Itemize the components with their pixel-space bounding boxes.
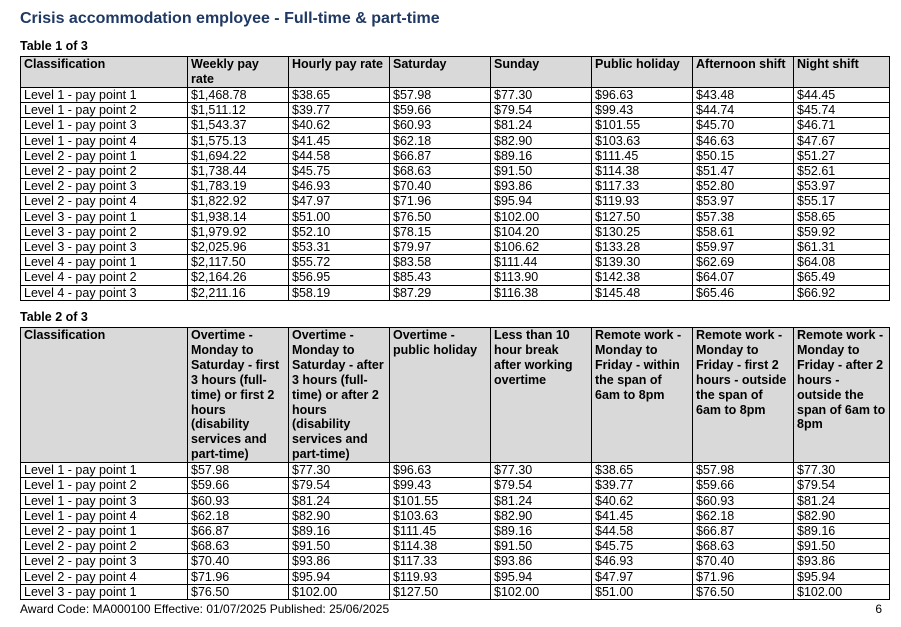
rate-cell: $68.63 [188, 539, 289, 554]
rate-cell: $41.45 [592, 508, 693, 523]
rate-cell: $47.97 [289, 194, 390, 209]
table-1-header-row [21, 57, 890, 88]
rate-cell: $57.98 [693, 463, 794, 478]
rate-cell: $57.98 [188, 463, 289, 478]
rate-cell: $79.54 [794, 478, 890, 493]
rate-cell: $38.65 [592, 463, 693, 478]
rate-cell: $1,511.12 [188, 103, 289, 118]
rate-cell: $103.63 [390, 508, 491, 523]
column-header: Overtime - Monday to Saturday - first 3 hours (full-time) or first 2 hours (disability services and part-time) [188, 328, 289, 463]
rate-cell: $82.90 [491, 508, 592, 523]
rate-cell: $106.62 [491, 240, 592, 255]
rate-cell: $96.63 [390, 463, 491, 478]
rate-cell: $70.40 [188, 554, 289, 569]
column-header: Remote work - Monday to Friday - first 2 hours - outside the span of 6am to 8pm [693, 328, 794, 463]
rate-cell: $79.54 [491, 103, 592, 118]
column-header: Saturday [390, 57, 491, 88]
rate-cell: $119.93 [592, 194, 693, 209]
rate-cell: $43.48 [693, 88, 794, 103]
rate-cell: $56.95 [289, 270, 390, 285]
classification-cell: Level 1 - pay point 3 [21, 493, 188, 508]
rate-cell: $62.18 [693, 508, 794, 523]
rate-cell: $45.70 [693, 118, 794, 133]
column-header: Overtime - Monday to Saturday - after 3 hours (full-time) or after 2 hours (disability services and part-time) [289, 328, 390, 463]
rate-cell: $116.38 [491, 285, 592, 300]
table-row [21, 508, 890, 523]
rate-cell: $2,025.96 [188, 240, 289, 255]
rate-cell: $101.55 [592, 118, 693, 133]
rate-cell: $82.90 [289, 508, 390, 523]
table-2-header-row [21, 328, 890, 463]
rate-cell: $1,783.19 [188, 179, 289, 194]
classification-cell: Level 1 - pay point 4 [21, 133, 188, 148]
rate-cell: $91.50 [289, 539, 390, 554]
classification-cell: Level 3 - pay point 2 [21, 224, 188, 239]
rate-cell: $59.66 [693, 478, 794, 493]
rate-cell: $99.43 [592, 103, 693, 118]
column-header: Weekly pay rate [188, 57, 289, 88]
rate-cell: $51.00 [592, 584, 693, 599]
rate-cell: $82.90 [794, 508, 890, 523]
rate-cell: $93.86 [491, 179, 592, 194]
rate-cell: $40.62 [289, 118, 390, 133]
table-row [21, 554, 890, 569]
pay-rates-table-1 [20, 56, 890, 301]
rate-cell: $62.18 [390, 133, 491, 148]
rate-cell: $52.61 [794, 164, 890, 179]
rate-cell: $91.50 [491, 539, 592, 554]
table-row [21, 539, 890, 554]
rate-cell: $62.18 [188, 508, 289, 523]
rate-cell: $89.16 [794, 523, 890, 538]
rate-cell: $45.74 [794, 103, 890, 118]
rate-cell: $58.65 [794, 209, 890, 224]
page-title: Crisis accommodation employee - Full-time & part-time [20, 10, 440, 27]
rate-cell: $59.66 [188, 478, 289, 493]
table-row [21, 148, 890, 163]
column-header: Less than 10 hour break after working overtime [491, 328, 592, 463]
rate-cell: $76.50 [188, 584, 289, 599]
rate-cell: $64.07 [693, 270, 794, 285]
rate-cell: $66.92 [794, 285, 890, 300]
classification-cell: Level 1 - pay point 3 [21, 118, 188, 133]
table-row [21, 240, 890, 255]
rate-cell: $102.00 [491, 584, 592, 599]
classification-cell: Level 4 - pay point 2 [21, 270, 188, 285]
rate-cell: $139.30 [592, 255, 693, 270]
rate-cell: $89.16 [491, 148, 592, 163]
rate-cell: $66.87 [188, 523, 289, 538]
rate-cell: $45.75 [592, 539, 693, 554]
rate-cell: $46.93 [592, 554, 693, 569]
table-row [21, 224, 890, 239]
classification-cell: Level 3 - pay point 1 [21, 209, 188, 224]
classification-cell: Level 3 - pay point 3 [21, 240, 188, 255]
rate-cell: $77.30 [491, 88, 592, 103]
rate-cell: $104.20 [491, 224, 592, 239]
rate-cell: $93.86 [491, 554, 592, 569]
rate-cell: $70.40 [693, 554, 794, 569]
rate-cell: $133.28 [592, 240, 693, 255]
rate-cell: $44.58 [592, 523, 693, 538]
table-row [21, 209, 890, 224]
rate-cell: $130.25 [592, 224, 693, 239]
table-row [21, 584, 890, 599]
rate-cell: $102.00 [794, 584, 890, 599]
rate-cell: $1,468.78 [188, 88, 289, 103]
rate-cell: $89.16 [289, 523, 390, 538]
table-row [21, 164, 890, 179]
classification-cell: Level 3 - pay point 1 [21, 584, 188, 599]
rate-cell: $119.93 [390, 569, 491, 584]
rate-cell: $76.50 [693, 584, 794, 599]
classification-cell: Level 1 - pay point 2 [21, 478, 188, 493]
page-footer [20, 602, 882, 616]
rate-cell: $81.24 [794, 493, 890, 508]
rate-cell: $71.96 [188, 569, 289, 584]
rate-cell: $127.50 [592, 209, 693, 224]
table-row [21, 88, 890, 103]
rate-cell: $52.10 [289, 224, 390, 239]
rate-cell: $91.50 [794, 539, 890, 554]
rate-cell: $60.93 [188, 493, 289, 508]
column-header: Hourly pay rate [289, 57, 390, 88]
classification-cell: Level 4 - pay point 1 [21, 255, 188, 270]
rate-cell: $95.94 [491, 569, 592, 584]
rate-cell: $95.94 [491, 194, 592, 209]
rate-cell: $53.97 [794, 179, 890, 194]
rate-cell: $66.87 [390, 148, 491, 163]
rate-cell: $68.63 [390, 164, 491, 179]
rate-cell: $58.19 [289, 285, 390, 300]
rate-cell: $1,979.92 [188, 224, 289, 239]
rate-cell: $96.63 [592, 88, 693, 103]
rate-cell: $52.80 [693, 179, 794, 194]
rate-cell: $111.45 [390, 523, 491, 538]
rate-cell: $46.63 [693, 133, 794, 148]
rate-cell: $79.97 [390, 240, 491, 255]
rate-cell: $93.86 [794, 554, 890, 569]
rate-cell: $95.94 [794, 569, 890, 584]
rate-cell: $1,694.22 [188, 148, 289, 163]
rate-cell: $47.67 [794, 133, 890, 148]
column-header: Remote work - Monday to Friday - after 2 hours - outside the span of 6am to 8pm [794, 328, 890, 463]
rate-cell: $89.16 [491, 523, 592, 538]
rate-cell: $57.98 [390, 88, 491, 103]
rate-cell: $127.50 [390, 584, 491, 599]
rate-cell: $77.30 [794, 463, 890, 478]
award-info: Award Code: MA000100 Effective: 01/07/2025 Published: 25/06/2025 [20, 602, 390, 616]
rate-cell: $53.31 [289, 240, 390, 255]
rate-cell: $2,164.26 [188, 270, 289, 285]
rate-cell: $1,938.14 [188, 209, 289, 224]
rate-cell: $57.38 [693, 209, 794, 224]
classification-cell: Level 1 - pay point 1 [21, 88, 188, 103]
rate-cell: $76.50 [390, 209, 491, 224]
rate-cell: $1,738.44 [188, 164, 289, 179]
table-2-label: Table 2 of 3 [20, 310, 88, 324]
rate-cell: $59.66 [390, 103, 491, 118]
classification-cell: Level 2 - pay point 1 [21, 148, 188, 163]
rate-cell: $68.63 [693, 539, 794, 554]
page-number: 6 [875, 602, 882, 616]
rate-cell: $55.72 [289, 255, 390, 270]
column-header: Sunday [491, 57, 592, 88]
rate-cell: $71.96 [693, 569, 794, 584]
rate-cell: $77.30 [289, 463, 390, 478]
rate-cell: $145.48 [592, 285, 693, 300]
table-row [21, 194, 890, 209]
rate-cell: $77.30 [491, 463, 592, 478]
classification-cell: Level 2 - pay point 2 [21, 164, 188, 179]
rate-cell: $111.45 [592, 148, 693, 163]
table-row [21, 285, 890, 300]
rate-cell: $114.38 [592, 164, 693, 179]
rate-cell: $46.93 [289, 179, 390, 194]
rate-cell: $44.45 [794, 88, 890, 103]
rate-cell: $70.40 [390, 179, 491, 194]
column-header: Night shift [794, 57, 890, 88]
classification-cell: Level 1 - pay point 2 [21, 103, 188, 118]
rate-cell: $1,822.92 [188, 194, 289, 209]
rate-cell: $117.33 [592, 179, 693, 194]
table-row [21, 493, 890, 508]
rate-cell: $47.97 [592, 569, 693, 584]
rate-cell: $103.63 [592, 133, 693, 148]
classification-cell: Level 2 - pay point 3 [21, 554, 188, 569]
rate-cell: $71.96 [390, 194, 491, 209]
rate-cell: $2,117.50 [188, 255, 289, 270]
rate-cell: $101.55 [390, 493, 491, 508]
classification-cell: Level 1 - pay point 4 [21, 508, 188, 523]
rate-cell: $59.92 [794, 224, 890, 239]
rate-cell: $53.97 [693, 194, 794, 209]
rate-cell: $1,543.37 [188, 118, 289, 133]
rate-cell: $44.58 [289, 148, 390, 163]
classification-cell: Level 2 - pay point 1 [21, 523, 188, 538]
rate-cell: $58.61 [693, 224, 794, 239]
rate-cell: $62.69 [693, 255, 794, 270]
classification-cell: Level 2 - pay point 4 [21, 194, 188, 209]
table-row [21, 270, 890, 285]
rate-cell: $91.50 [491, 164, 592, 179]
rate-cell: $113.90 [491, 270, 592, 285]
rate-cell: $81.24 [491, 118, 592, 133]
rate-cell: $55.17 [794, 194, 890, 209]
rate-cell: $87.29 [390, 285, 491, 300]
column-header: Classification [21, 328, 188, 463]
table-row [21, 478, 890, 493]
table-row [21, 523, 890, 538]
column-header: Classification [21, 57, 188, 88]
rate-cell: $41.45 [289, 133, 390, 148]
rate-cell: $111.44 [491, 255, 592, 270]
classification-cell: Level 4 - pay point 3 [21, 285, 188, 300]
table-row [21, 103, 890, 118]
rate-cell: $64.08 [794, 255, 890, 270]
classification-cell: Level 1 - pay point 1 [21, 463, 188, 478]
rate-cell: $39.77 [592, 478, 693, 493]
rate-cell: $95.94 [289, 569, 390, 584]
rate-cell: $99.43 [390, 478, 491, 493]
pay-rates-table-2 [20, 327, 890, 600]
rate-cell: $45.75 [289, 164, 390, 179]
rate-cell: $1,575.13 [188, 133, 289, 148]
rate-cell: $79.54 [491, 478, 592, 493]
table-row [21, 463, 890, 478]
classification-cell: Level 2 - pay point 3 [21, 179, 188, 194]
rate-cell: $51.27 [794, 148, 890, 163]
rate-cell: $51.47 [693, 164, 794, 179]
column-header: Overtime - public holiday [390, 328, 491, 463]
rate-cell: $83.58 [390, 255, 491, 270]
rate-cell: $78.15 [390, 224, 491, 239]
table-row [21, 133, 890, 148]
rate-cell: $114.38 [390, 539, 491, 554]
rate-cell: $65.46 [693, 285, 794, 300]
rate-cell: $79.54 [289, 478, 390, 493]
column-header: Afternoon shift [693, 57, 794, 88]
rate-cell: $40.62 [592, 493, 693, 508]
table-row [21, 179, 890, 194]
rate-cell: $93.86 [289, 554, 390, 569]
rate-cell: $50.15 [693, 148, 794, 163]
classification-cell: Level 2 - pay point 4 [21, 569, 188, 584]
rate-cell: $81.24 [289, 493, 390, 508]
rate-cell: $117.33 [390, 554, 491, 569]
column-header: Remote work - Monday to Friday - within the span of 6am to 8pm [592, 328, 693, 463]
table-row [21, 255, 890, 270]
rate-cell: $44.74 [693, 103, 794, 118]
rate-cell: $65.49 [794, 270, 890, 285]
rate-cell: $59.97 [693, 240, 794, 255]
rate-cell: $81.24 [491, 493, 592, 508]
rate-cell: $85.43 [390, 270, 491, 285]
rate-cell: $46.71 [794, 118, 890, 133]
rate-cell: $66.87 [693, 523, 794, 538]
rate-cell: $39.77 [289, 103, 390, 118]
table-1-label: Table 1 of 3 [20, 39, 88, 53]
rate-cell: $60.93 [693, 493, 794, 508]
rate-cell: $2,211.16 [188, 285, 289, 300]
table-row [21, 569, 890, 584]
column-header: Public holiday [592, 57, 693, 88]
rate-cell: $38.65 [289, 88, 390, 103]
classification-cell: Level 2 - pay point 2 [21, 539, 188, 554]
rate-cell: $102.00 [491, 209, 592, 224]
rate-cell: $142.38 [592, 270, 693, 285]
table-row [21, 118, 890, 133]
rate-cell: $82.90 [491, 133, 592, 148]
rate-cell: $60.93 [390, 118, 491, 133]
rate-cell: $102.00 [289, 584, 390, 599]
rate-cell: $51.00 [289, 209, 390, 224]
rate-cell: $61.31 [794, 240, 890, 255]
